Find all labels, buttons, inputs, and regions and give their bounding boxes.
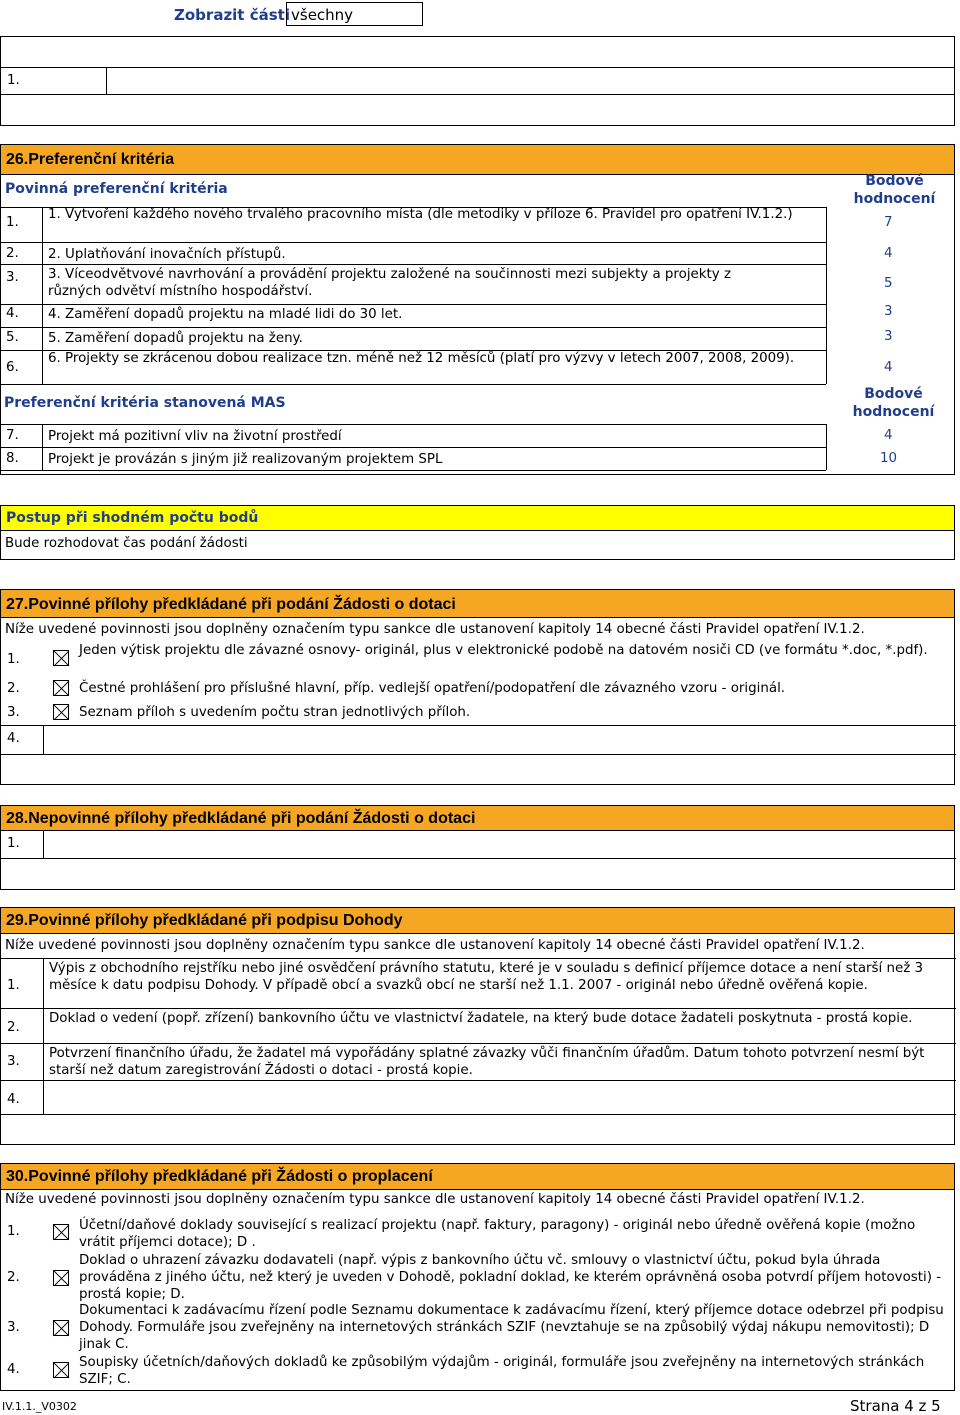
tie-body <box>0 530 955 560</box>
mas-num: 8. <box>6 451 19 466</box>
checkbox-checked[interactable] <box>53 1320 69 1336</box>
tie-title: Postup při shodném počtu bodů <box>0 505 955 531</box>
section-27-body <box>0 617 955 785</box>
criteria-score: 3 <box>884 304 893 319</box>
attachment-text: Účetní/daňové doklady související s realizací projektu (např. faktury, paragony) - originál nebo úředně ověřená kopie (možno vrátit příjemci dotace); D . <box>79 1218 916 1250</box>
criteria-num: 2. <box>6 246 19 261</box>
criteria-score: 4 <box>884 246 893 261</box>
section-26-title: 26.Preferenční kritéria <box>0 144 955 175</box>
section-27-title: 27.Povinné přílohy předkládané při podání Žádosti o dotaci <box>0 589 955 618</box>
criteria-text: 3. Víceodvětvové navrhování a provádění projektu založené na součinnosti mezi subjekty a projekty z různých odvětví místního hospodářství. <box>48 267 732 299</box>
attachment-num: 2. <box>7 1020 20 1035</box>
criteria-score: 3 <box>884 329 893 344</box>
checkbox-checked[interactable] <box>53 1224 69 1240</box>
attachment-num: 2. <box>7 681 20 696</box>
attachment-num: 4. <box>7 1092 20 1107</box>
section-30-body <box>0 1189 955 1391</box>
mas-score: 10 <box>880 451 898 466</box>
criteria-num: 6. <box>6 360 19 375</box>
attachment-num: 4. <box>7 731 20 746</box>
checkbox-checked[interactable] <box>53 1270 69 1286</box>
attachment-text: Dokumentaci k zadávacímu řízení podle Seznamu dokumentace k zadávacímu řízení, který příjemce dotace odebrzel při podpisu Dohody. Formuláře jsou zveřejněny na internetových stránkách SZIF (nevztahuje se na způsobilý výdaj nákupu nemovitosti); D jinak C. <box>79 1303 944 1352</box>
criteria-score: 5 <box>884 276 893 291</box>
attachment-text: Soupisky účetních/daňových dokladů ke způsobilým výdajům - originál, formuláře jsou zveřejněny na internetových stránkách SZIF; C. <box>79 1355 925 1387</box>
attachment-text: Seznam příloh s uvedením počtu stran jednotlivých příloh. <box>79 705 471 720</box>
criteria-num: 4. <box>6 306 19 321</box>
section-28-title: 28.Nepovinné přílohy předkládané při podání Žádosti o dotaci <box>0 805 955 831</box>
section-29-intro: Níže uvedené povinnosti jsou doplněny označením typu sankce dle ustanovení kapitoly 14 obecné části Pravidel opatření IV.1.2. <box>5 938 865 953</box>
mas-text: Projekt je provázán s jiným již realizovaným projektem SPL <box>48 452 443 467</box>
score-header: Bodové hodnocení <box>853 173 936 207</box>
filter-select[interactable]: všechny <box>286 2 423 26</box>
attachment-text: Čestné prohlášení pro příslušné hlavní, příp. vedlejší opatření/podopatření dle závazného vzoru - originál. <box>79 681 786 696</box>
attachment-num: 3. <box>7 1054 20 1069</box>
criteria-text: 6. Projekty se zkrácenou dobou realizace tzn. méně než 12 měsíců (platí pro výzvy v letech 2007, 2008, 2009). <box>48 351 795 366</box>
top-empty-row <box>0 36 955 68</box>
attachment-num: 1. <box>7 978 20 993</box>
footer-code: IV.1.1._V0302 <box>2 1400 77 1413</box>
mas-score: 4 <box>884 428 893 443</box>
criteria-num: 5. <box>6 330 19 345</box>
attachment-num: 3. <box>7 1320 20 1335</box>
section-30-title: 30.Povinné přílohy předkládané při Žádosti o proplacení <box>0 1163 955 1190</box>
top-empty-row-2 <box>0 94 955 126</box>
criteria-text: 5. Zaměření dopadů projektu na ženy. <box>48 331 303 346</box>
filter-label: Zobrazit části <box>174 6 290 24</box>
attachment-num: 1. <box>7 1224 20 1239</box>
attachment-text: Potvrzení finančního úřadu, že žadatel má vypořádány splatné závazky vůči finančním úřadům. Datum tohoto potvrzení nesmí být starší než datum zaregistrování Žádosti o dotaci - prostá kopie. <box>49 1046 925 1078</box>
attachment-num: 4. <box>7 1362 20 1377</box>
top-row-1 <box>0 67 955 95</box>
mas-score-header: Bodové hodnocení <box>852 386 935 420</box>
criteria-score: 4 <box>884 360 893 375</box>
checkbox-checked[interactable] <box>53 650 69 666</box>
criteria-num: 3. <box>6 270 19 285</box>
attachment-text: Výpis z obchodního rejstříku nebo jiné osvědčení právního statutu, které je v souladu s definicí příjemce dotace a není starší než 3 měsíce k datu podpisu Dohody. V případě obcí a svazků obcí ne starší než 1.1. 2007 - originál nebo úředně ověřená kopie. <box>49 961 924 993</box>
attachment-text: Doklad o vedení (popř. zřízení) bankovního účtu ve vlastnictví žadatele, na který bude dotace žadateli poskytnuta - prostá kopie. <box>49 1011 913 1026</box>
attachment-num: 3. <box>7 705 20 720</box>
criteria-score: 7 <box>884 215 893 230</box>
mas-num: 7. <box>6 428 19 443</box>
attachment-text: Jeden výtisk projektu dle závazné osnovy- originál, plus v elektronické podobě na datovém nosiči CD (ve formátu *.doc, *.pdf). <box>79 643 928 658</box>
criteria-text: 2. Uplatňování inovačních přístupů. <box>48 247 286 262</box>
checkbox-checked[interactable] <box>53 704 69 720</box>
section-29-title: 29.Povinné přílohy předkládané při podpisu Dohody <box>0 907 955 934</box>
mandatory-header: Povinná preferenční kritéria <box>5 181 228 197</box>
tie-text: Bude rozhodovat čas podání žádosti <box>5 536 248 551</box>
section-30-intro: Níže uvedené povinnosti jsou doplněny označením typu sankce dle ustanovení kapitoly 14 obecné části Pravidel opatření IV.1.2. <box>5 1192 865 1207</box>
attachment-text: Doklad o uhrazení závazku dodavateli (např. výpis z bankovního účtu vč. smlouvy o vlastnictví účtu, pokud byla úhrada prováděna z jiného účtu, než který je uveden v Dohodě, pokladní doklad, ke kterém oprávněná osoba potvrdí příjem hotovosti) - prostá kopie; D. <box>79 1253 942 1302</box>
mas-header: Preferenční kritéria stanovená MAS <box>4 395 286 411</box>
footer-page: Strana 4 z 5 <box>850 1397 941 1415</box>
criteria-text: 1. Vytvoření každého nového trvalého pracovního místa (dle metodiky v příloze 6. Pravidel pro opatření IV.1.2.) <box>48 207 793 222</box>
section-27-intro: Níže uvedené povinnosti jsou doplněny označením typu sankce dle ustanovení kapitoly 14 obecné části Pravidel opatření IV.1.2. <box>5 622 865 637</box>
section-29-body <box>0 933 955 1145</box>
mas-text: Projekt má pozitivní vliv na životní prostředí <box>48 429 342 444</box>
checkbox-checked[interactable] <box>53 1362 69 1378</box>
section-28-body <box>0 830 955 890</box>
criteria-num: 1. <box>6 215 19 230</box>
row-number: 1. <box>7 836 20 851</box>
row-number: 1. <box>7 73 20 88</box>
attachment-num: 2. <box>7 1270 20 1285</box>
attachment-num: 1. <box>7 652 20 667</box>
criteria-text: 4. Zaměření dopadů projektu na mladé lidi do 30 let. <box>48 307 403 322</box>
checkbox-checked[interactable] <box>53 680 69 696</box>
